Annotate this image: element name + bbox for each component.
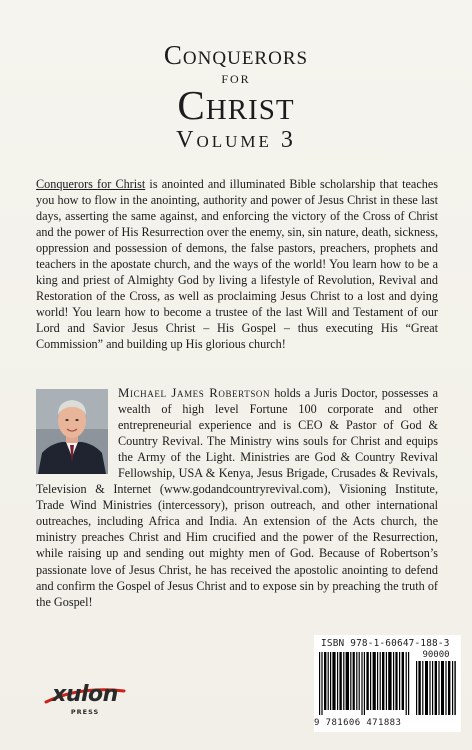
title-line-1: Conquerors: [163, 40, 309, 70]
author-portrait-image: [36, 389, 108, 474]
publisher-logo: [40, 682, 130, 722]
ean-digits: 9 781606 471883: [314, 718, 402, 728]
addon-barcode-bars: [416, 661, 456, 715]
ean-barcode-bars: [319, 652, 411, 715]
isbn-number: ISBN 978-1-60647-188-3: [321, 638, 450, 649]
volume-label: Volume 3: [176, 127, 296, 153]
price-code: 90000: [422, 650, 450, 660]
publisher-logo-text: xulon: [52, 682, 118, 707]
author-photo: [36, 389, 108, 474]
book-title-reference: Conquerors for Christ: [36, 177, 146, 191]
author-bio-text: holds a Juris Doctor, possesses a wealth of high level Fortune 100 corporate and other entrepreneurial experience and is CEO & Pastor of God & Country Revival. The Ministry wins souls for Christ and equips the Army of the Light. Ministries are God & Country Revival Fellowship, USA & Kenya, Jesus Brigade, Crusades & Revivals, Television & Internet (www.godandcountryrevival.com), Visioning Institute, Trade Wind Ministries (intercessory), prison outreach, and other international outreaches, including Africa and India. An extension of the Acts church, the ministry preaches Christ and Him crucified and the power of the Resurrection, while raising up and sending out mighty men of God. Because of Robertson’s passionate love of Jesus Christ, he has received the apostolic anointing to defend and confirm the Gospel of Jesus Christ and to expose sin by preaching the truth of the Gospel!: [36, 386, 438, 609]
book-description-text: is anointed and illuminated Bible scholarship that teaches you how to flow in the anointing, authority and power of Jesus Christ in these last days, asserting the same against, and enforcing the victory of the Cross of Christ and the power of His Resurrection over the enemy, sin, sin nature, death, sickness, oppression and possession of demons, the false pastors, preachers, prophets and teachers in the apostate church, and the ways of the world! You learn how to be a king and priest of Almighty God by living a lifestyle of Revolution, Revival and Restoration of the Cross, as well as proclaiming Jesus Christ to a lost and dying world! You learn how to become a trustee of the last Will and Testament of our Lord and Savior Jesus Christ – His Gospel – thus executing His “Great Commission” and building up His glorious church!: [36, 177, 438, 352]
book-description: [36, 176, 438, 353]
title-line-2: for: [221, 68, 251, 87]
publisher-press-label: PRESS: [70, 708, 100, 716]
title-line-3: Christ: [177, 82, 295, 128]
author-name: Michael James Robertson: [118, 386, 271, 400]
author-bio: [36, 385, 438, 610]
isbn-barcode: [314, 635, 461, 732]
